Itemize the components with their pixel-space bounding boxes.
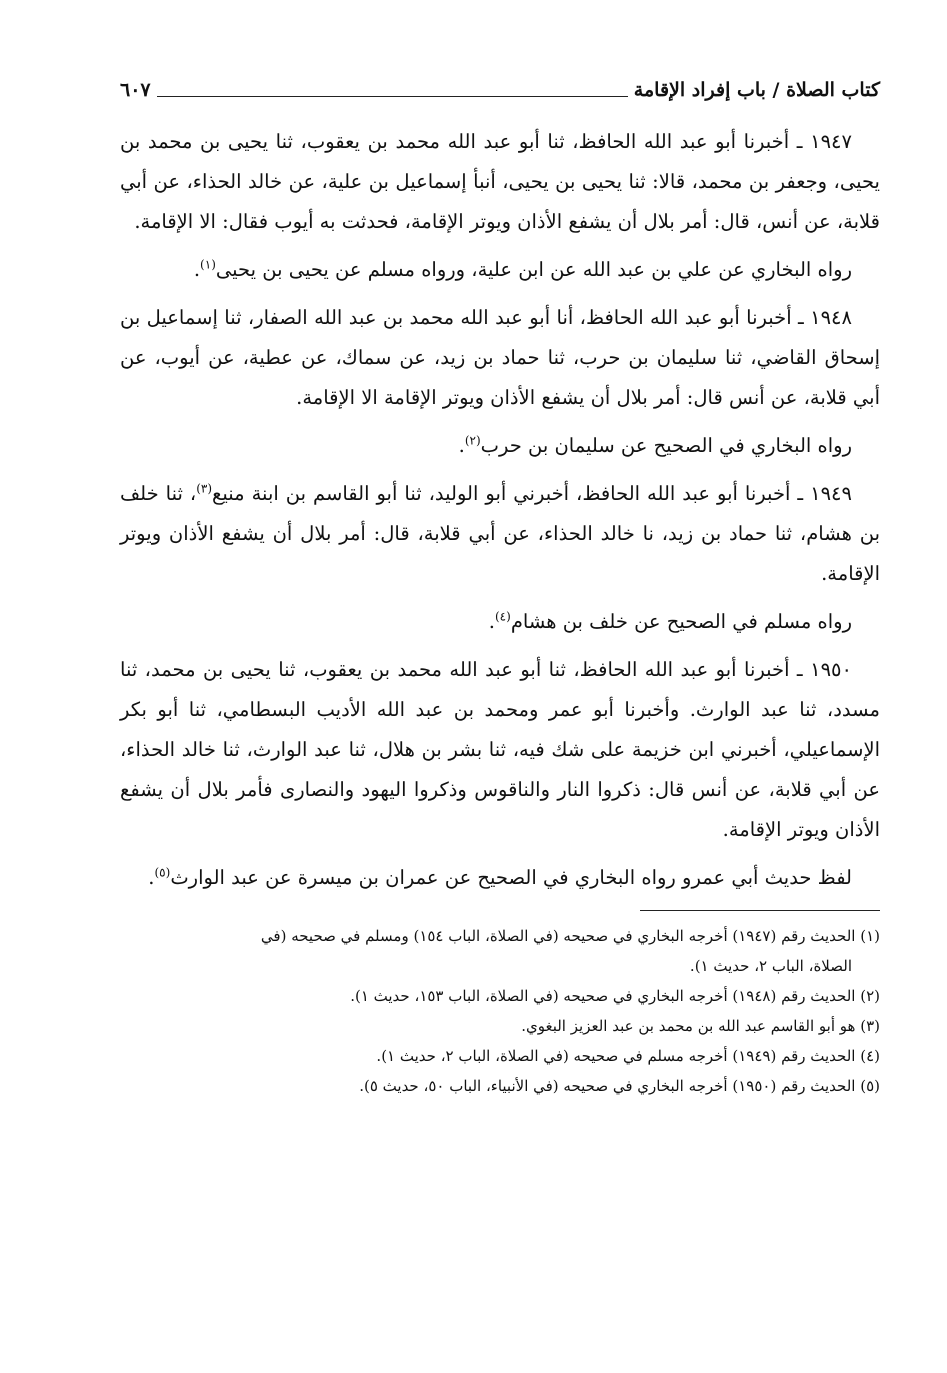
page-number: ٦٠٧ (120, 79, 151, 101)
footnote-marker-4: (٤) (494, 609, 511, 624)
header-rule (157, 96, 628, 97)
book-page (120, 76, 880, 1101)
footnote-3: (٣) هو أبو القاسم عبد الله بن محمد بن عبد العزيز البغوي. (521, 1017, 880, 1035)
footnote-marker-5: (٥) (154, 865, 171, 880)
footnote-separator (640, 910, 880, 911)
hadith-1949: ١٩٤٩ ـ أخبرنا أبو عبد الله الحافظ، أخبرني أبو الوليد، ثنا أبو القاسم بن ابنة منيع$^{(٣)}$، ثنا خلف بن هشام، ثنا حماد بن زيد، نا خالد الحذاء، عن أبي قلابة، قال: أمر بلال أن يشفع الأذان ويوتر الإقامة. (120, 481, 880, 585)
hadith-1950: ١٩٥٠ ـ أخبرنا أبو عبد الله الحافظ، ثنا أبو عبد الله محمد بن يعقوب، ثنا يحيى بن محمد، ثنا مسدد، ثنا عبد الوارث. وأخبرنا أبو عمر ومحمد بن عبد الله الأديب البسطامي، ثنا أبو بكر الإسماعيلي، أخبرني ابن خزيمة على شك فيه، ثنا بشر بن هلال، ثنا عبد الوارث، ثنا خالد الحذاء، عن أبي قلابة، عن أنس قال: ذكروا النار والناقوس وذكروا اليهود والنصارى فأمر بلال أن يشفع الأذان ويوتر الإقامة. (120, 658, 880, 841)
hadith-1948: ١٩٤٨ ـ أخبرنا أبو عبد الله الحافظ، أنا أبو عبد الله محمد بن عبد الله الصفار، ثنا إسماعيل بن إسحاق القاضي، ثنا سليمان بن حرب، ثنا حماد بن زيد، عن سماك، عن عطية، عن أيوب، عن أبي قلابة، عن أنس قال: أمر بلال أن يشفع الأذان ويوتر الإقامة الا الإقامة. (120, 306, 880, 409)
footnote-2: (٢) الحديث رقم (١٩٤٨) أخرجه البخاري في صحيحه (في الصلاة، الباب ١٥٣، حديث ١). (350, 987, 880, 1005)
commentary-1949: رواه مسلم في الصحيح عن خلف بن هشام$^{(٤)}$. (488, 609, 852, 633)
footnote-marker-2: (٢) (464, 433, 481, 448)
footnote-marker-1: (١) (200, 257, 216, 272)
footnotes (120, 921, 880, 1101)
commentary-1947: رواه البخاري عن علي بن عبد الله عن ابن علية، ورواه مسلم عن يحيى بن يحيى$^{(١)}$. (193, 257, 852, 281)
running-header (120, 76, 880, 104)
footnote-marker-3: (٣) (196, 481, 213, 496)
footnote-1-continuation: الصلاة، الباب ٢، حديث ١). (689, 957, 852, 975)
footnote-4: (٤) الحديث رقم (١٩٤٩) أخرجه مسلم في صحيحه (في الصلاة، الباب ٢، حديث ١). (376, 1047, 880, 1065)
footnote-5: (٥) الحديث رقم (١٩٥٠) أخرجه البخاري في صحيحه (في الأنبياء، الباب ٥٠، حديث ٥). (359, 1077, 880, 1095)
header-title: كتاب الصلاة / باب إفراد الإقامة (633, 79, 880, 101)
commentary-1950: لفظ حديث أبي عمرو رواه البخاري في الصحيح عن عمران بن ميسرة عن عبد الوارث$^{(٥)}$. (148, 865, 852, 889)
hadith-1947: ١٩٤٧ ـ أخبرنا أبو عبد الله الحافظ، ثنا أبو عبد الله محمد بن يعقوب، ثنا يحيى بن محمد بن يحيى، وجعفر بن محمد، قالا: ثنا يحيى بن يحيى، أنبأ إسماعيل بن علية، عن خالد الحذاء، عن أبي قلابة، عن أنس، قال: أمر بلال أن يشفع الأذان ويوتر الإقامة، فحدثت به أيوب فقال: الا الإقامة. (120, 130, 880, 233)
commentary-1948: رواه البخاري في الصحيح عن سليمان بن حرب$^{(٢)}$. (458, 433, 852, 457)
footnote-1: (١) الحديث رقم (١٩٤٧) أخرجه البخاري في صحيحه (في الصلاة، الباب ١٥٤) ومسلم في صحيحه (في الصلاة، الباب ٢، حديث ١). (120, 921, 880, 981)
